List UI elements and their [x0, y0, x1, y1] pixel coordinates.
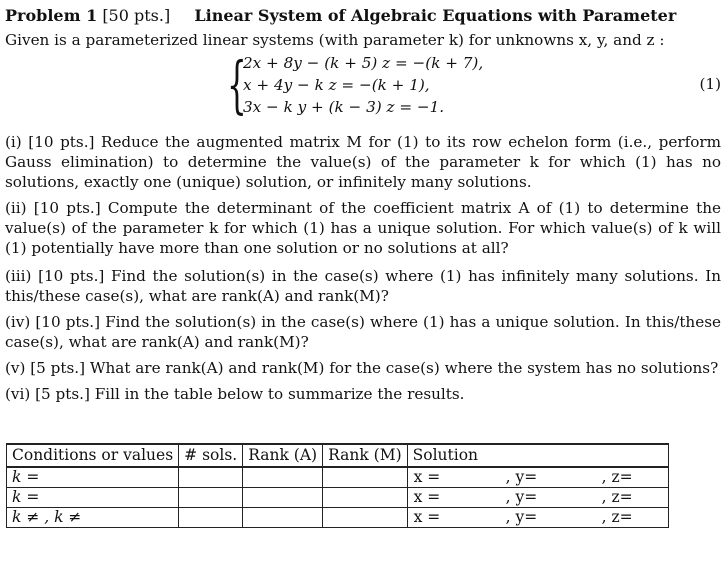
question-i: (i) [10 pts.] Reduce the augmented matrix M for (1) to its row echelon form (i.e., perform Gauss elimination) to determine the value(s) of the parameter k for which (1) has no solutions, exactly one (unique) solution, or infinitely many solutions.: [5, 133, 721, 191]
problem-header: [5, 6, 721, 26]
equation-3: 3x − k y + (k − 3) z = −1.: [243, 98, 445, 116]
left-brace: {: [227, 48, 247, 121]
solution-y: , y=: [505, 468, 538, 486]
solution-z: , z=: [601, 508, 633, 526]
solution-z: , z=: [601, 488, 633, 506]
rank-a-cell[interactable]: [243, 488, 323, 508]
summary-table: [6, 443, 669, 528]
question-iii: (iii) [10 pts.] Find the solution(s) in the case(s) where (1) has infinitely many solutions. In this/these case(s), what are rank(A) and rank(M)?: [5, 267, 721, 305]
question-iv: (iv) [10 pts.] Find the solution(s) in the case(s) where (1) has a unique solution. In this/these case(s), what are rank(A) and rank(M)?: [5, 313, 721, 351]
problem-label: Problem 1: [5, 6, 98, 25]
solution-x: x =: [413, 468, 441, 486]
question-vi: (vi) [5 pts.] Fill in the table below to summarize the results.: [5, 385, 465, 403]
equation-2: x + 4y − k z = −(k + 1),: [243, 76, 430, 94]
header-num-sols: # sols.: [179, 444, 243, 467]
num-sols-cell[interactable]: [179, 488, 243, 508]
header-rank-a: Rank (A): [243, 444, 323, 467]
table-row: [7, 508, 669, 528]
problem-title: Linear System of Algebraic Equations with Parameter: [194, 6, 677, 25]
rank-a-cell[interactable]: [243, 508, 323, 528]
header-conditions: Conditions or values: [7, 444, 179, 467]
solution-x: x =: [413, 508, 441, 526]
header-rank-m: Rank (M): [323, 444, 408, 467]
equation-1: 2x + 8y − (k + 5) z = −(k + 7),: [243, 54, 484, 72]
condition-cell[interactable]: k =: [7, 488, 179, 508]
table-header-row: [7, 444, 669, 467]
equation-number: (1): [699, 75, 721, 93]
problem-points: [50 pts.]: [102, 6, 171, 25]
solution-cell[interactable]: [407, 508, 668, 528]
num-sols-cell[interactable]: [179, 508, 243, 528]
condition-cell[interactable]: k ≠ , k ≠: [7, 508, 179, 528]
table-row: [7, 488, 669, 508]
question-v: (v) [5 pts.] What are rank(A) and rank(M) for the case(s) where the system has no solutions?: [5, 359, 719, 377]
header-solution: Solution: [407, 444, 668, 467]
rank-m-cell[interactable]: [323, 467, 408, 488]
rank-m-cell[interactable]: [323, 508, 408, 528]
table-row: [7, 467, 669, 488]
solution-cell[interactable]: [407, 488, 668, 508]
rank-m-cell[interactable]: [323, 488, 408, 508]
question-ii: (ii) [10 pts.] Compute the determinant of the coefficient matrix A of (1) to determine the value(s) of the parameter k for which (1) has a unique solution. For which value(s) of k will (1) potentially have more than one solution or no solutions at all?: [5, 199, 721, 257]
solution-z: , z=: [601, 468, 633, 486]
equation-system: [5, 48, 721, 124]
solution-cell[interactable]: [407, 467, 668, 488]
intro-text: Given is a parameterized linear systems (with parameter k) for unknowns x, y, and z :: [5, 31, 665, 49]
solution-x: x =: [413, 488, 441, 506]
solution-y: , y=: [505, 488, 538, 506]
condition-cell[interactable]: k =: [7, 467, 179, 488]
problem-page: [5, 6, 721, 404]
rank-a-cell[interactable]: [243, 467, 323, 488]
num-sols-cell[interactable]: [179, 467, 243, 488]
solution-y: , y=: [505, 508, 538, 526]
